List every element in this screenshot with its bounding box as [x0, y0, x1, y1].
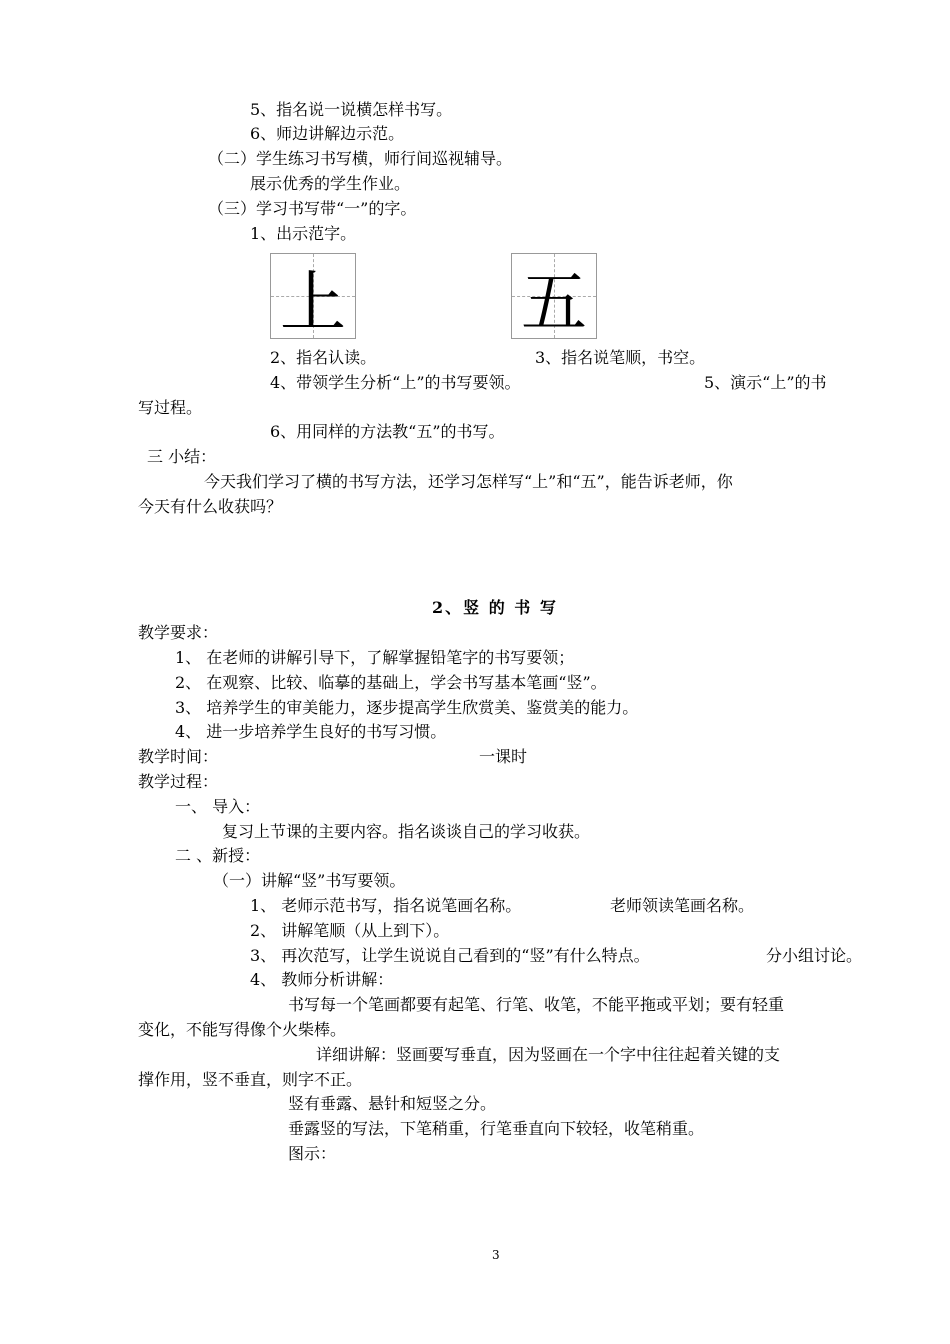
item-1a: 1、 老师示范书写，指名说笔画名称。	[250, 896, 522, 915]
section-2-heading: （二）学生练习书写横，师行间巡视辅导。	[208, 149, 513, 168]
section-2-text: 展示优秀的学生作业。	[250, 174, 411, 193]
para-3: 竖有垂露、悬针和短竖之分。	[288, 1094, 497, 1113]
para-1a: 书写每一个笔画都要有起笔、行笔、收笔，不能平拖或平划；要有轻重	[288, 995, 785, 1014]
summary-line-2: 今天有什么收获吗？	[138, 497, 283, 516]
step-1-line: 1、出示范字。	[250, 224, 357, 243]
step-5b: 写过程。	[138, 398, 203, 417]
new-heading: 二 、新授：	[175, 846, 261, 865]
page-number: 3	[492, 1248, 500, 1262]
time-value: 一课时	[479, 747, 528, 766]
item-1b: 老师领读笔画名称。	[610, 896, 755, 915]
step-4: 4、带领学生分析“上”的书写要领。	[270, 373, 521, 392]
summary-line-1: 今天我们学习了横的书写方法，还学习怎样写“上”和“五”，能告诉老师，你	[204, 472, 733, 491]
lesson-title: 2、竖 的 书 写	[432, 598, 558, 617]
section-3-heading: （三）学习书写带“一”的字。	[208, 199, 417, 218]
step-2: 2、指名认读。	[270, 348, 377, 367]
subsection-1: （一）讲解“竖”书写要领。	[213, 871, 406, 890]
time-label: 教学时间：	[138, 747, 219, 766]
item-3a: 3、 再次范写，让学生说说自己看到的“竖”有什么特点。	[250, 946, 650, 965]
para-2a: 详细讲解：竖画要写垂直，因为竖画在一个字中往往起着关键的支	[316, 1045, 781, 1064]
para-4: 垂露竖的写法，下笔稍重，行笔垂直向下较轻，收笔稍重。	[288, 1119, 705, 1138]
intro-heading: 一、 导入：	[175, 797, 261, 816]
step-3: 3、指名说笔顺，书空。	[535, 348, 706, 367]
item-2: 2、 讲解笔顺（从上到下）。	[250, 921, 450, 940]
process-label: 教学过程：	[138, 772, 219, 791]
step-5a: 5、演示“上”的书	[704, 373, 827, 392]
requirement-4: 4、 进一步培养学生良好的书写习惯。	[175, 722, 447, 741]
step-6-line: 6、师边讲解边示范。	[250, 124, 405, 143]
example-char-2: 五	[521, 263, 587, 341]
requirement-2: 2、 在观察、比较、临摹的基础上，学会书写基本笔画“竖”。	[175, 673, 607, 692]
requirements-label: 教学要求：	[138, 623, 219, 642]
item-3b: 分小组讨论。	[766, 946, 863, 965]
step-6: 6、用同样的方法教“五”的书写。	[270, 422, 505, 441]
para-5: 图示：	[288, 1144, 337, 1163]
requirement-1: 1、 在老师的讲解引导下，了解掌握铅笔字的书写要领；	[175, 648, 575, 667]
item-4: 4、 教师分析讲解：	[250, 970, 394, 989]
intro-text: 复习上节课的主要内容。指名谈谈自己的学习收获。	[222, 822, 591, 841]
summary-heading: 三 小结：	[147, 447, 217, 466]
requirement-3: 3、 培养学生的审美能力，逐步提高学生欣赏美、鉴赏美的能力。	[175, 698, 639, 717]
step-5-line: 5、指名说一说横怎样书写。	[250, 100, 453, 119]
para-2b: 撑作用，竖不垂直，则字不正。	[138, 1070, 363, 1089]
grid-box-1	[270, 253, 356, 339]
para-1b: 变化，不能写得像个火柴棒。	[138, 1020, 347, 1039]
grid-box-2	[511, 253, 597, 339]
example-char-1: 上	[280, 263, 346, 341]
